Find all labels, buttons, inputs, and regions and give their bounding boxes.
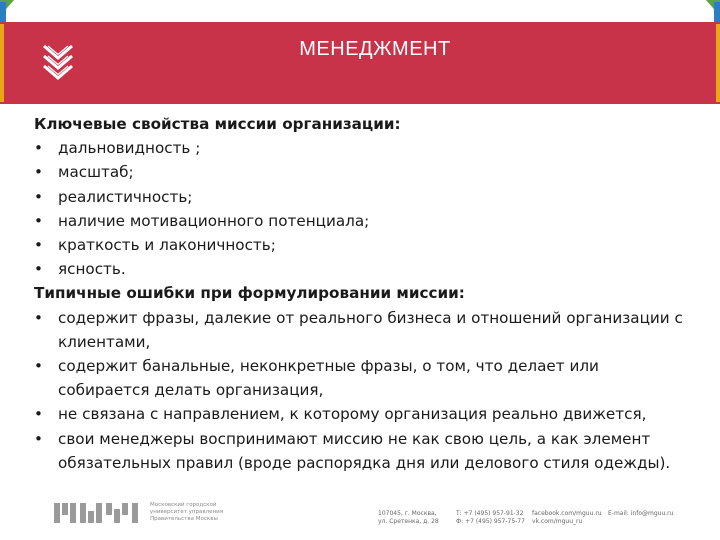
list-item-text: содержит банальные, неконкретные фразы, о том, что делает или собирается делать организация, [58,357,599,400]
page-title: МЕНЕДЖМЕНТ [299,38,451,60]
list-item-text: содержит фразы, далекие от реального бизнеса и отношений организации с клиентами, [58,308,683,351]
list-item-text: реалистичность; [58,187,193,206]
bullet: • [34,211,43,230]
list-item [34,354,694,402]
list-item [34,185,694,209]
bullet: • [34,236,43,255]
footer-phones [456,510,525,526]
footer-email[interactable] [608,510,673,518]
list-item-text: свои менеджеры воспринимают миссию не как свою цель, а как элемент обязательных правил (вроде распорядка дня или делового стиля одежды). [58,429,671,472]
list-item [34,233,694,257]
list-item [34,306,694,354]
address-line: 107045, г. Москва, [378,510,437,517]
phone-line: Ф: +7 (495) 957-75-77 [456,518,525,525]
org-line: Правительства Москвы [150,516,218,522]
slide-header [0,22,720,104]
address-line: ул. Сретенка, д. 28 [378,518,439,525]
slide-footer [0,498,720,540]
list-item [34,257,694,281]
list-item-text: не связана с направлением, к которому организация реально движется, [58,405,647,424]
list-item-text: краткость и лаконичность; [58,236,276,255]
list-item [34,209,694,233]
bullet: • [34,139,43,158]
bullet: • [34,308,43,327]
list-item-text: дальновидность ; [58,139,201,158]
corner-accent-right [714,2,720,22]
social-link-vk[interactable]: vk.com/mguu_ru [532,518,583,525]
bullet: • [34,429,43,448]
email-link[interactable]: E-mail: info@mguu.ru [608,510,674,517]
org-line: университет управления [150,509,224,515]
list-item-text: ясность. [58,260,126,279]
corner-accent-left [0,2,6,22]
list-item-text: масштаб; [58,163,134,182]
university-logo [54,501,144,525]
section-heading-properties: Ключевые свойства миссии организации: [34,115,401,133]
bullet: • [34,357,43,376]
side-accent-left [0,24,4,102]
list-item [34,427,694,475]
social-link-facebook[interactable]: facebook.com/mguu.ru [532,510,602,517]
footer-organization [150,502,223,523]
list-item [34,160,694,184]
list-item-text: наличие мотивационного потенциала; [58,211,370,230]
footer-address [378,510,439,526]
list-item [34,402,694,426]
section-heading-mistakes: Типичные ошибки при формулировании миссии: [34,284,465,303]
side-accent-right [716,24,720,102]
bullet: • [34,260,43,279]
list-item [34,136,694,160]
bullet: • [34,163,43,182]
slide-content [34,112,694,475]
footer-social [532,510,602,526]
bullet: • [34,405,43,424]
org-line: Московский городской [150,502,217,508]
phone-line: Т: +7 (495) 957-91-32 [456,510,524,517]
bullet: • [34,187,43,206]
